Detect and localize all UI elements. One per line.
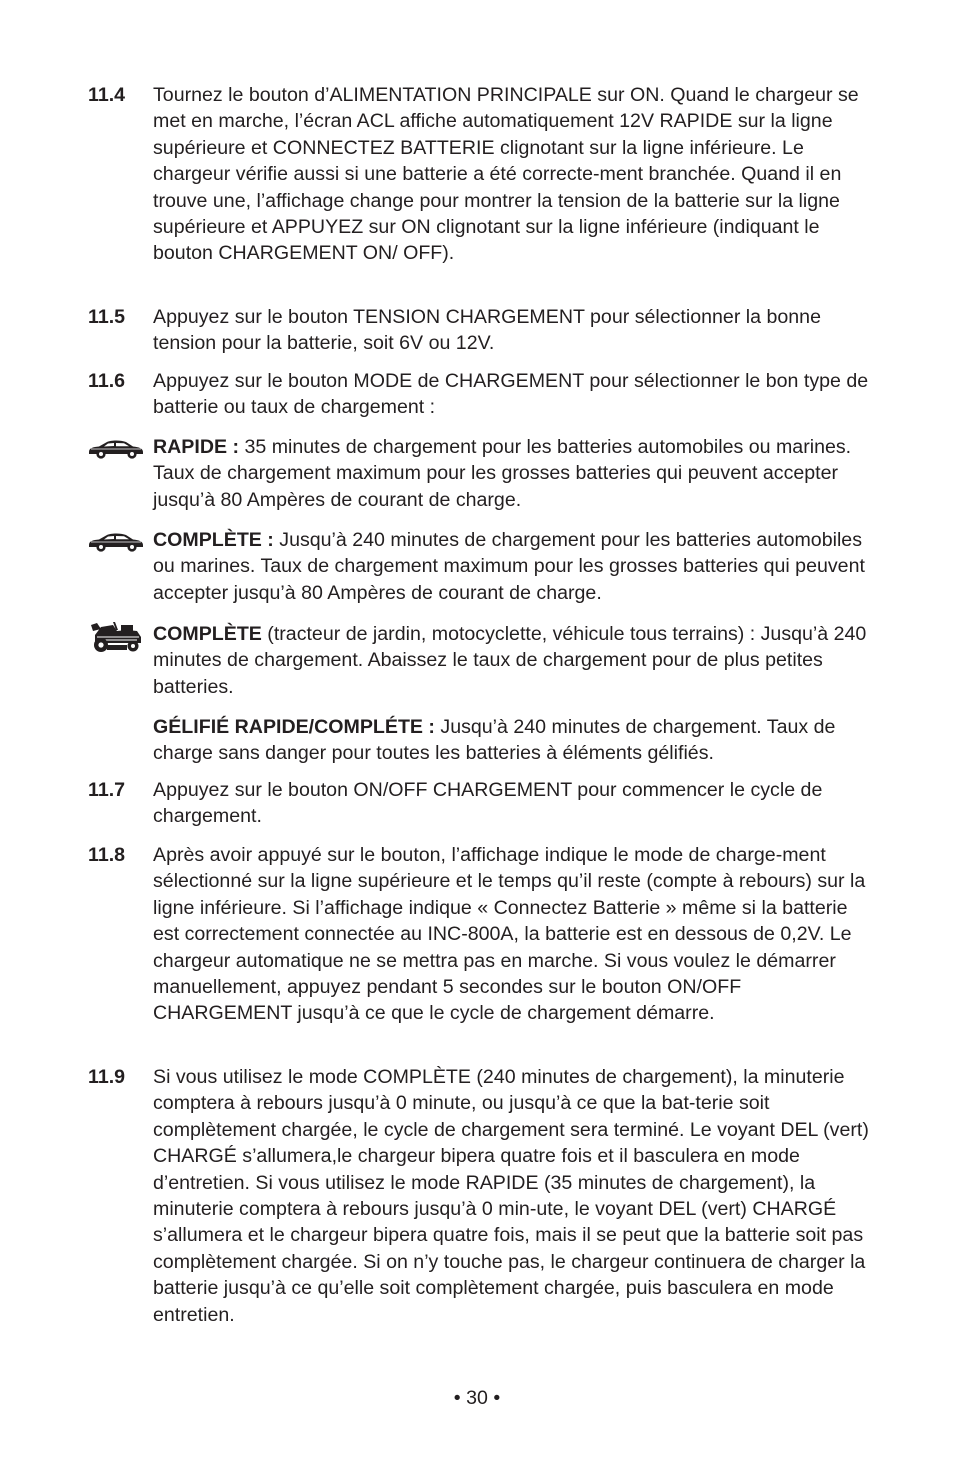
mode-rapide xyxy=(88,434,878,513)
section-11-7 xyxy=(88,777,878,830)
section-11-6 xyxy=(88,368,878,421)
lawn-tractor-icon xyxy=(88,621,153,700)
car-icon xyxy=(88,527,153,606)
mode-complete-car xyxy=(88,527,878,606)
section-number: 11.4 xyxy=(88,84,126,106)
mode-complete-tractor xyxy=(88,621,878,700)
mode-label: COMPLÈTE : xyxy=(153,529,274,551)
section-text: Appuyez sur le bouton ON/OFF CHARGEMENT pour commencer le cycle de chargement. xyxy=(153,779,823,828)
section-11-5 xyxy=(88,304,878,357)
mode-text: Jusqu’à 240 minutes de chargement. Taux de charge sans danger pour toutes les batteries à éléments gélifiés. xyxy=(153,716,836,765)
mode-description xyxy=(153,714,878,767)
mode-label: GÉLIFIÉ RAPIDE/COMPLÉTE : xyxy=(153,716,435,738)
section-number: 11.9 xyxy=(88,1066,126,1088)
section-number: 11.6 xyxy=(88,370,126,392)
section-11-4 xyxy=(88,82,878,267)
mode-text: 35 minutes de chargement pour les batteries automobiles ou marines. Taux de chargement maximum pour les grosses batteries qui peuvent accepter jusqu’à 80 Ampères de courant de charge. xyxy=(153,436,852,511)
mode-text: Jusqu’à 240 minutes de chargement pour les batteries automobiles ou marines. Taux de chargement maximum pour les grosses batteries qui peuvent accepter jusqu’à 80 Ampères de courant de charge. xyxy=(153,529,865,604)
section-11-9 xyxy=(88,1064,878,1328)
section-text: Si vous utilisez le mode COMPLÈTE (240 minutes de chargement), la minuterie comptera à rebours jusqu’à 0 minute, ou jusqu’à ce que la bat-terie soit complètement chargée, le cycle de chargement sera terminé. Le voyant DEL (vert) CHARGÉ s’allumera,le chargeur bipera quatre fois et il basculera en mode d’entretien. Si vous utilisez le mode RAPIDE (35 minutes de chargement), la minuterie comptera à rebours jusqu’à 0 min-ute, le voyant DEL (vert) CHARGÉ s’allumera et le chargeur bipera quatre fois, mais il se peut que la batterie soit pas complètement chargée. Si on n’y touche pas, le chargeur continuera de charger la batterie jusqu’à ce qu’elle soit complètement chargée, puis basculera en mode entretien. xyxy=(153,1066,869,1326)
mode-description xyxy=(153,527,878,606)
section-11-8 xyxy=(88,842,878,1027)
section-number: 11.7 xyxy=(88,779,126,801)
section-number: 11.5 xyxy=(88,306,126,328)
section-number: 11.8 xyxy=(88,844,126,866)
section-text: Après avoir appuyé sur le bouton, l’affichage indique le mode de charge-ment sélectionné sur la ligne supérieure et le temps qu’il reste (compte à rebours) sur la ligne inférieure. Si l’affichage indique « Connectez Batterie » même si la batterie est correctement connectée au INC-800A, la batterie est en dessous de 0,2V. Le chargeur automatique ne se mettra pas en marche. Si vous voulez le démarrer manuellement, appuyez pendant 5 secondes sur le bouton ON/OFF CHARGEMENT jusqu’à ce que le cycle de chargement démarre. xyxy=(153,844,866,1025)
mode-description xyxy=(153,621,878,700)
car-icon xyxy=(88,434,153,513)
page-number: • 30 • xyxy=(453,1387,501,1409)
mode-gel xyxy=(88,714,878,767)
mode-label: COMPLÈTE xyxy=(153,623,262,645)
mode-label: RAPIDE : xyxy=(153,436,240,458)
icon-spacer xyxy=(88,714,153,767)
section-text: Appuyez sur le bouton TENSION CHARGEMENT pour sélectionner la bonne tension pour la batterie, soit 6V ou 12V. xyxy=(153,306,821,355)
mode-description xyxy=(153,434,878,513)
section-text: Tournez le bouton d’ALIMENTATION PRINCIPALE sur ON. Quand le chargeur se met en marche, l’écran ACL affiche automatiquement 12V RAPIDE sur la ligne supérieure et CONNECTEZ BATTERIE clignotant sur la ligne inférieure. Le chargeur vérifie aussi si une batterie a été correcte-ment branchée. Quand il en trouve une, l’affichage change pour montrer la tension de la batterie sur la ligne supérieure et APPUYEZ sur ON clignotant sur la ligne inférieure (indiquant le bouton CHARGEMENT ON/ OFF). xyxy=(153,84,859,265)
mode-text: (tracteur de jardin, motocyclette, véhicule tous terrains) : Jusqu’à 240 minutes de chargement. Abaissez le taux de chargement pour de plus petites batteries. xyxy=(153,623,867,698)
section-text: Appuyez sur le bouton MODE de CHARGEMENT pour sélectionner le bon type de batterie ou taux de chargement : xyxy=(153,370,869,419)
